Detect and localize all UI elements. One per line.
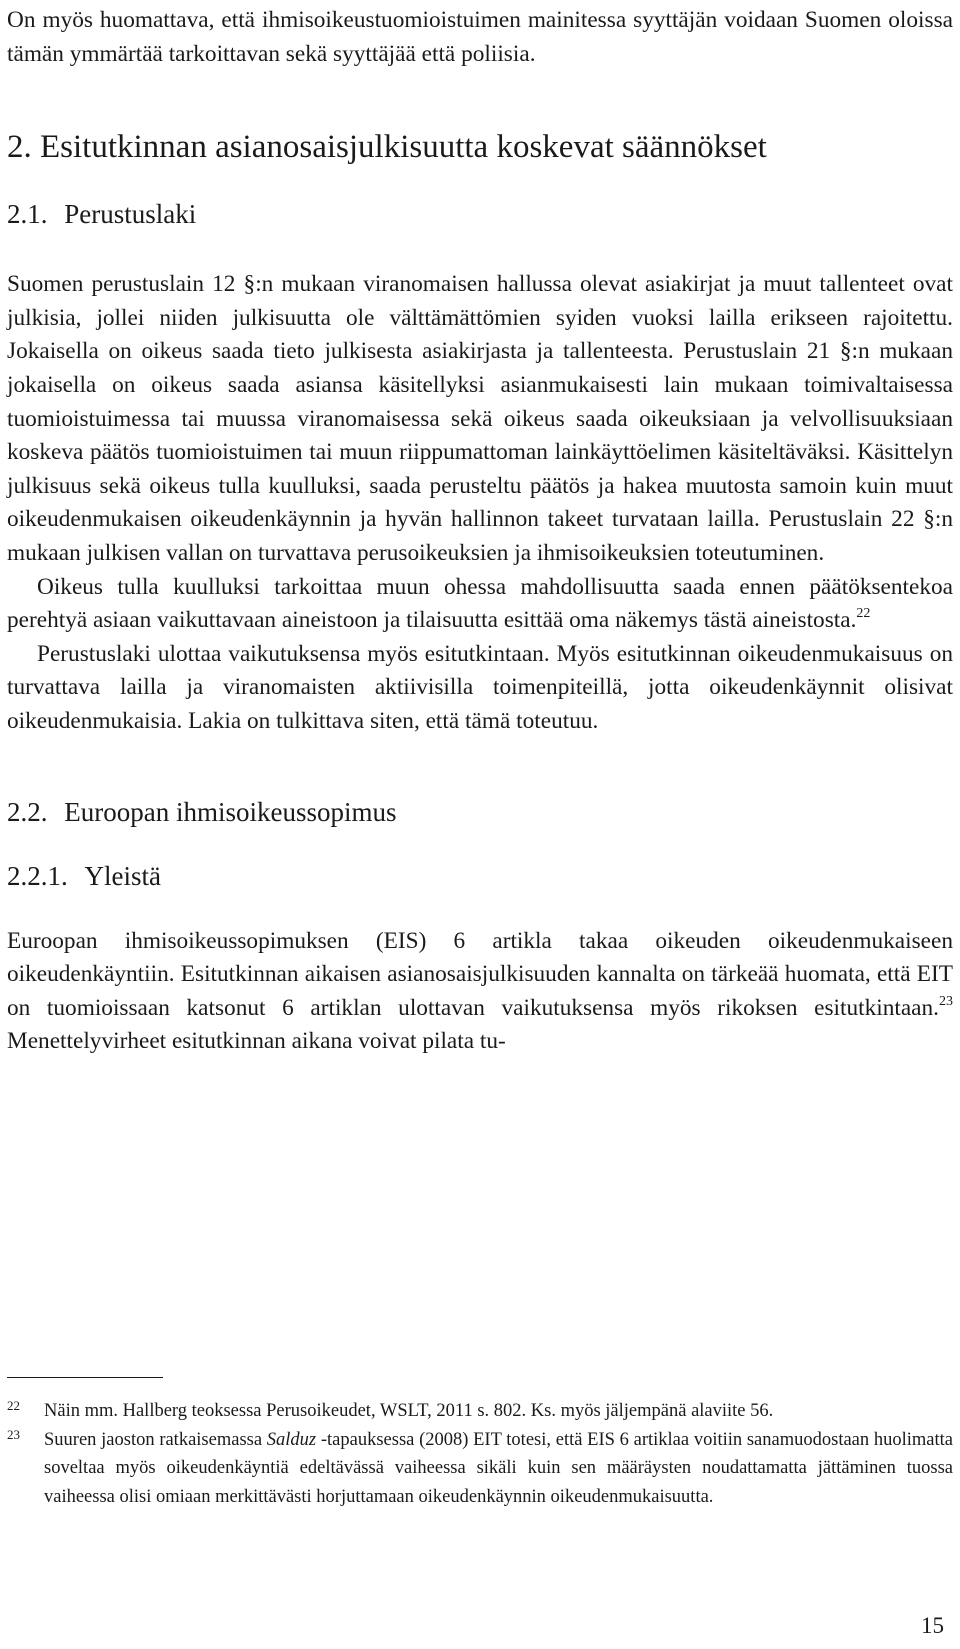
section-2-2-1-title: Yleistä — [84, 860, 161, 891]
footnote-text-before: Suuren jaoston ratkaisemassa — [44, 1429, 267, 1450]
document-page — [7, 0, 953, 1059]
section-2-2-1-heading — [7, 859, 953, 893]
footnote-text — [44, 1426, 953, 1512]
section-2-1-heading — [7, 197, 953, 231]
case-name: Salduz — [266, 1429, 317, 1450]
footnote-separator — [7, 1377, 163, 1378]
footnote-number: 23 — [7, 1426, 20, 1442]
section-2-1-paragraph-2 — [7, 571, 953, 638]
section-2-2-1-paragraph-1-text-b: Menettelyvirheet esitutkinnan aikana voivat pilata tu- — [7, 1028, 506, 1055]
section-2-title: Esitutkinnan asianosaisjulkisuutta koskevat säännökset — [40, 129, 767, 166]
section-2-1-paragraph-1: Suomen perustuslain 12 §:n mukaan viranomaisen hallussa olevat asiakirjat ja muut tallenteet ovat julkisia, jollei niiden julkisuutta ole välttämättömien syiden vuoksi lailla erikseen rajoitettu. Jokaisella on oikeus saada tieto julkisesta asiakirjasta ja tallenteesta. Perustuslain 21 §:n mukaan jokaisella on oikeus saada asiansa käsitellyksi asianmukaisesti lain mukaan toimivaltaisessa tuomioistuimessa tai muussa viranomaisessa sekä oikeus saada oikeuksiaan ja velvollisuuksiaan koskeva päätös tuomioistuimen tai muun riippumattoman lainkäyttöelimen käsiteltäväksi. Käsittelyn julkisuus sekä oikeus tulla kuulluksi, saada perusteltu päätös ja hakea muutosta samoin kuin muut oikeudenmukaisen oikeudenkäynnin ja hyvän hallinnon takeet turvataan lailla. Perustuslain 22 §:n mukaan julkisen vallan on turvattava perusoikeuksien ja ihmisoikeuksien toteutuminen. — [7, 271, 953, 566]
section-2-1-title: Perustuslaki — [64, 199, 197, 230]
footnote-22 — [7, 1397, 953, 1426]
intro-paragraph: On myös huomattava, että ihmisoikeustuomioistuimen mainitessa syyttäjän voidaan Suomen oloissa tämän ymmärtää tarkoittavan sekä syyttäjää että poliisia. — [7, 7, 953, 67]
footnotes — [7, 1397, 953, 1511]
footnote-ref-22[interactable]: 22 — [856, 606, 871, 622]
footnote-text-after: -tapauksessa (2008) EIT totesi, että EIS 6 artiklaa voitiin sanamuodostaan huolimatta soveltaa myös oikeudenkäyntiä edeltävässä vaiheessa sikäli kuin sen määräysten noudattamatta jättäminen tuossa vaiheessa olisi omiaan merkittävästi horjuttamaan oikeudenkäynnin oikeudenmukaisuutta. — [44, 1429, 953, 1507]
footnote-text: Näin mm. Hallberg teoksessa Perusoikeudet, WSLT, 2011 s. 802. Ks. myös jäljempänä alaviite 56. — [44, 1401, 774, 1421]
page-number: 15 — [921, 1613, 944, 1638]
section-2-2-1-paragraph-1-text-a: Euroopan ihmisoikeussopimuksen (EIS) 6 artikla takaa oikeuden oikeudenmukaiseen oikeudenkäyntiin. Esitutkinnan aikaisen asianosaisjulkisuuden kannalta on tärkeää huomata, että EIT on tuomioissaan katsonut 6 artiklan ulottavan vaikutuksensa myös rikoksen esitutkintaan. — [7, 927, 953, 1021]
section-2-2-number: 2.2. — [7, 796, 48, 827]
footnote-ref-23[interactable]: 23 — [939, 993, 953, 1009]
section-2-2-1-number: 2.2.1. — [7, 860, 68, 891]
section-2-2-heading — [7, 795, 953, 829]
section-2-heading — [7, 127, 953, 167]
footnote-23 — [7, 1426, 953, 1512]
section-2-1-number: 2.1. — [7, 199, 48, 230]
footnote-number: 22 — [7, 1398, 20, 1413]
section-2-number: 2. — [7, 129, 32, 166]
section-2-1-paragraph-3: Perustuslaki ulottaa vaikutuksensa myös esitutkintaan. Myös esitutkinnan oikeudenmukaisuus on turvattava lailla ja viranomaisten aktiivisilla toimenpiteillä, jotta oikeudenkäynnit olisivat oikeudenmukaisia. Lakia on tulkittava siten, että tämä toteutuu. — [7, 640, 953, 734]
section-2-1-paragraph-2-text: Oikeus tulla kuulluksi tarkoittaa muun ohessa mahdollisuutta saada ennen päätöksentekoa perehtyä asiaan vaikuttavaan aineistoon ja tilaisuutta esittää oma näkemys tästä aineistosta. — [7, 573, 953, 634]
section-2-2-1-paragraph-1 — [7, 925, 953, 1059]
section-2-2-title: Euroopan ihmisoikeussopimus — [64, 796, 397, 827]
